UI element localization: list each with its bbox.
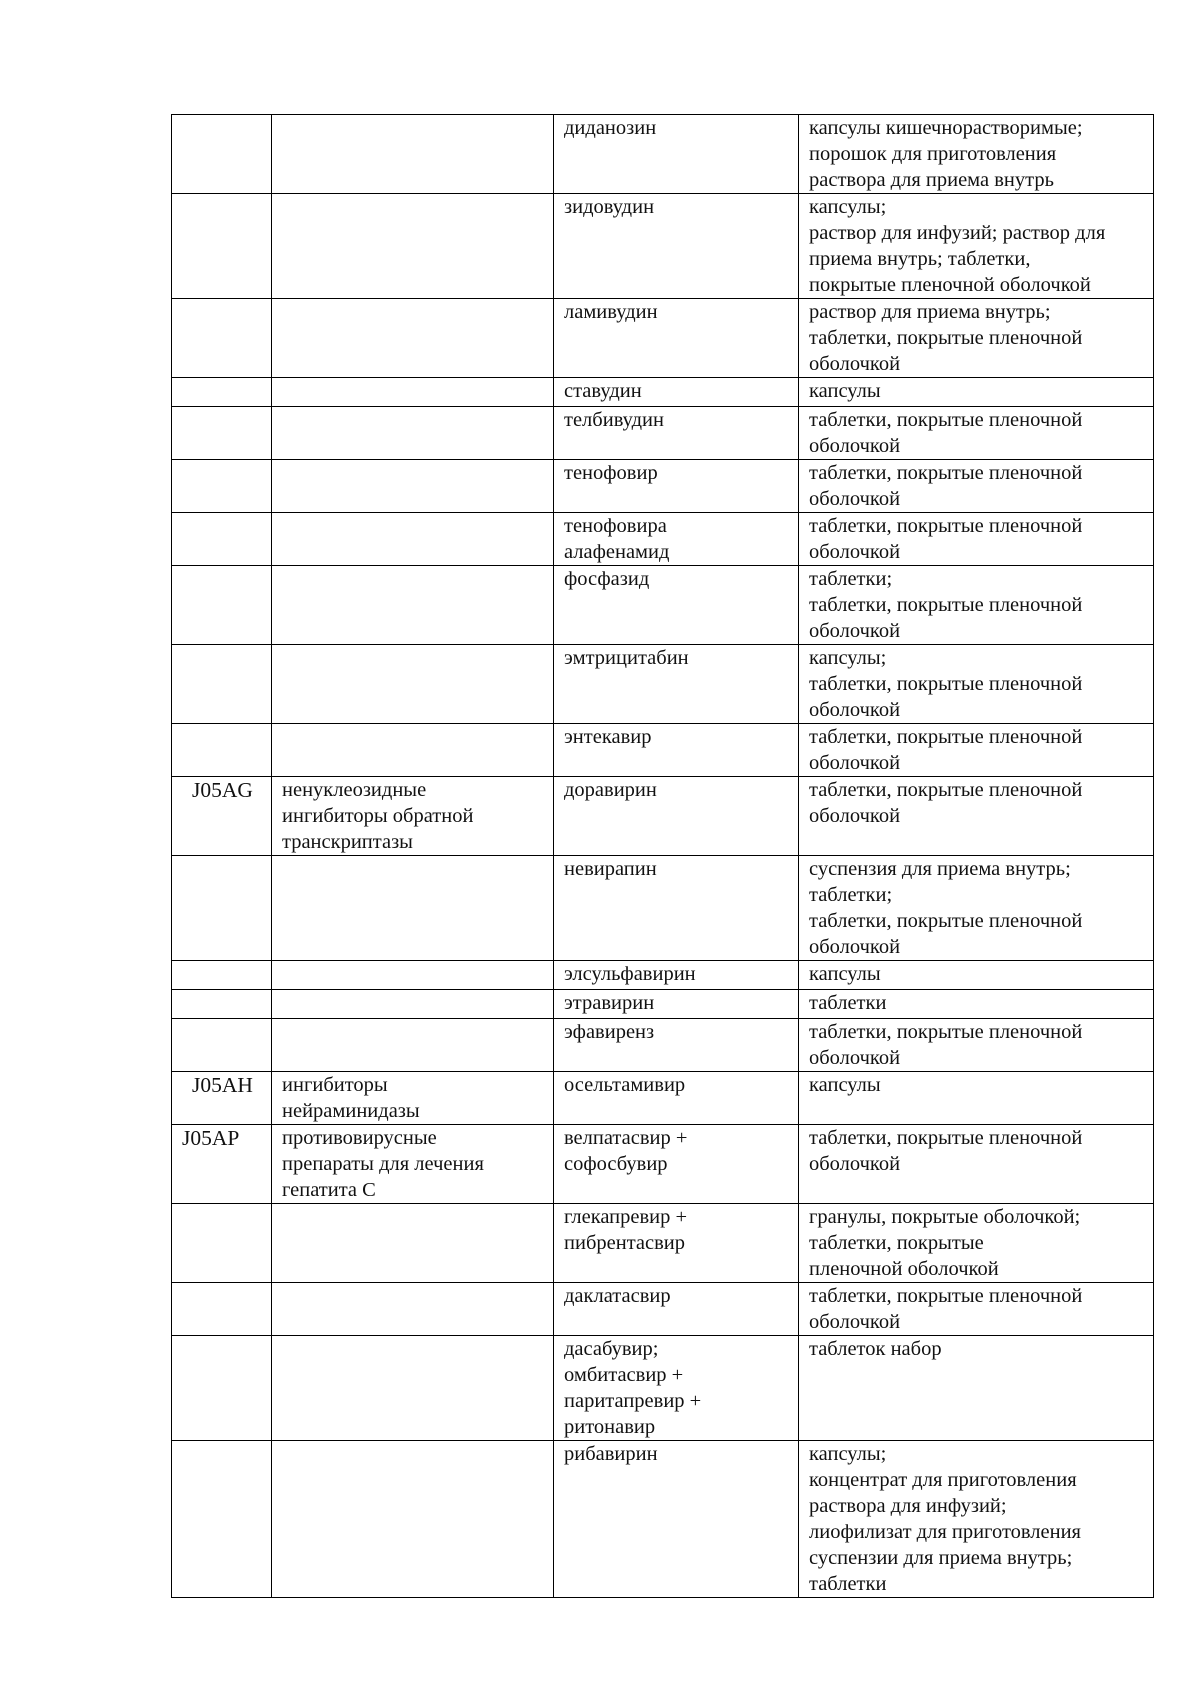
atc-code-cell: J05AG — [172, 777, 272, 856]
group-name-cell: ненуклеозидные ингибиторы обратной транскриптазы — [272, 777, 554, 856]
drug-name-cell: телбивудин — [554, 407, 799, 460]
drug-table-body — [172, 115, 1154, 1598]
table-row — [172, 513, 1154, 566]
table-row — [172, 1283, 1154, 1336]
table-row — [172, 378, 1154, 407]
table-row — [172, 856, 1154, 961]
drug-name-cell: рибавирин — [554, 1441, 799, 1598]
dosage-forms-cell: раствор для приема внутрь; таблетки, покрытые пленочной оболочкой — [799, 299, 1154, 378]
group-name-cell — [272, 961, 554, 990]
atc-code-cell — [172, 645, 272, 724]
atc-code-cell — [172, 1204, 272, 1283]
drug-name-cell: даклатасвир — [554, 1283, 799, 1336]
group-name-cell — [272, 194, 554, 299]
table-row — [172, 407, 1154, 460]
group-name-cell: противовирусные препараты для лечения гепатита C — [272, 1125, 554, 1204]
drug-name-cell: диданозин — [554, 115, 799, 194]
dosage-forms-cell: суспензия для приема внутрь; таблетки; таблетки, покрытые пленочной оболочкой — [799, 856, 1154, 961]
drug-name-cell: невирапин — [554, 856, 799, 961]
atc-code-cell — [172, 566, 272, 645]
group-name-cell — [272, 1336, 554, 1441]
atc-code-cell — [172, 1283, 272, 1336]
drug-name-cell: дасабувир; омбитасвир + паритапревир + ритонавир — [554, 1336, 799, 1441]
drug-name-cell: эмтрицитабин — [554, 645, 799, 724]
atc-code-cell: J05AP — [172, 1125, 272, 1204]
table-row — [172, 1072, 1154, 1125]
drug-name-cell: зидовудин — [554, 194, 799, 299]
atc-code-cell — [172, 856, 272, 961]
group-name-cell — [272, 724, 554, 777]
dosage-forms-cell: таблетки, покрытые пленочной оболочкой — [799, 1283, 1154, 1336]
atc-code-cell — [172, 460, 272, 513]
group-name-cell — [272, 1019, 554, 1072]
atc-code-cell — [172, 299, 272, 378]
atc-code-cell — [172, 1441, 272, 1598]
atc-code-cell — [172, 1336, 272, 1441]
atc-code-cell — [172, 378, 272, 407]
dosage-forms-cell: таблетки — [799, 990, 1154, 1019]
group-name-cell — [272, 1283, 554, 1336]
atc-code-cell — [172, 115, 272, 194]
group-name-cell — [272, 856, 554, 961]
group-name-cell: ингибиторы нейраминидазы — [272, 1072, 554, 1125]
dosage-forms-cell: таблетки, покрытые пленочной оболочкой — [799, 460, 1154, 513]
group-name-cell — [272, 990, 554, 1019]
group-name-cell — [272, 513, 554, 566]
group-name-cell — [272, 566, 554, 645]
drug-name-cell: тенофовир — [554, 460, 799, 513]
group-name-cell — [272, 460, 554, 513]
table-row — [172, 1441, 1154, 1598]
atc-code-cell: J05AH — [172, 1072, 272, 1125]
dosage-forms-cell: капсулы — [799, 1072, 1154, 1125]
table-row — [172, 961, 1154, 990]
group-name-cell — [272, 1441, 554, 1598]
dosage-forms-cell: таблетки, покрытые пленочной оболочкой — [799, 1019, 1154, 1072]
dosage-forms-cell: таблеток набор — [799, 1336, 1154, 1441]
drug-name-cell: тенофовира алафенамид — [554, 513, 799, 566]
table-row — [172, 1125, 1154, 1204]
table-row — [172, 566, 1154, 645]
group-name-cell — [272, 115, 554, 194]
drug-name-cell: ставудин — [554, 378, 799, 407]
dosage-forms-cell: таблетки, покрытые пленочной оболочкой — [799, 777, 1154, 856]
atc-code-cell — [172, 513, 272, 566]
atc-code-cell — [172, 724, 272, 777]
drug-name-cell: осельтамивир — [554, 1072, 799, 1125]
group-name-cell — [272, 1204, 554, 1283]
table-row — [172, 115, 1154, 194]
dosage-forms-cell: таблетки; таблетки, покрытые пленочной оболочкой — [799, 566, 1154, 645]
dosage-forms-cell: капсулы; раствор для инфузий; раствор для приема внутрь; таблетки, покрытые пленочной оболочкой — [799, 194, 1154, 299]
drug-name-cell: энтекавир — [554, 724, 799, 777]
group-name-cell — [272, 407, 554, 460]
table-row — [172, 1336, 1154, 1441]
dosage-forms-cell: гранулы, покрытые оболочкой; таблетки, покрытые пленочной оболочкой — [799, 1204, 1154, 1283]
atc-code-cell — [172, 961, 272, 990]
atc-code-cell — [172, 194, 272, 299]
table-row — [172, 299, 1154, 378]
drug-name-cell: элсульфавирин — [554, 961, 799, 990]
dosage-forms-cell: капсулы; концентрат для приготовления раствора для инфузий; лиофилизат для приготовления суспензии для приема внутрь; таблетки — [799, 1441, 1154, 1598]
atc-code-cell — [172, 407, 272, 460]
drug-name-cell: эфавиренз — [554, 1019, 799, 1072]
table-row — [172, 990, 1154, 1019]
table-row — [172, 1204, 1154, 1283]
dosage-forms-cell: капсулы; таблетки, покрытые пленочной оболочкой — [799, 645, 1154, 724]
dosage-forms-cell: капсулы кишечнорастворимые; порошок для приготовления раствора для приема внутрь — [799, 115, 1154, 194]
dosage-forms-cell: таблетки, покрытые пленочной оболочкой — [799, 513, 1154, 566]
table-row — [172, 724, 1154, 777]
dosage-forms-cell: капсулы — [799, 961, 1154, 990]
drug-name-cell: фосфазид — [554, 566, 799, 645]
drug-name-cell: доравирин — [554, 777, 799, 856]
atc-code-cell — [172, 1019, 272, 1072]
dosage-forms-cell: таблетки, покрытые пленочной оболочкой — [799, 1125, 1154, 1204]
table-row — [172, 194, 1154, 299]
drug-name-cell: глекапревир + пибрентасвир — [554, 1204, 799, 1283]
dosage-forms-cell: таблетки, покрытые пленочной оболочкой — [799, 407, 1154, 460]
group-name-cell — [272, 645, 554, 724]
drug-name-cell: ламивудин — [554, 299, 799, 378]
drug-name-cell: этравирин — [554, 990, 799, 1019]
dosage-forms-cell: таблетки, покрытые пленочной оболочкой — [799, 724, 1154, 777]
table-row — [172, 460, 1154, 513]
atc-code-cell — [172, 990, 272, 1019]
table-row — [172, 645, 1154, 724]
drug-table — [171, 114, 1154, 1598]
group-name-cell — [272, 299, 554, 378]
drug-name-cell: велпатасвир + софосбувир — [554, 1125, 799, 1204]
dosage-forms-cell: капсулы — [799, 378, 1154, 407]
table-row — [172, 777, 1154, 856]
group-name-cell — [272, 378, 554, 407]
table-row — [172, 1019, 1154, 1072]
